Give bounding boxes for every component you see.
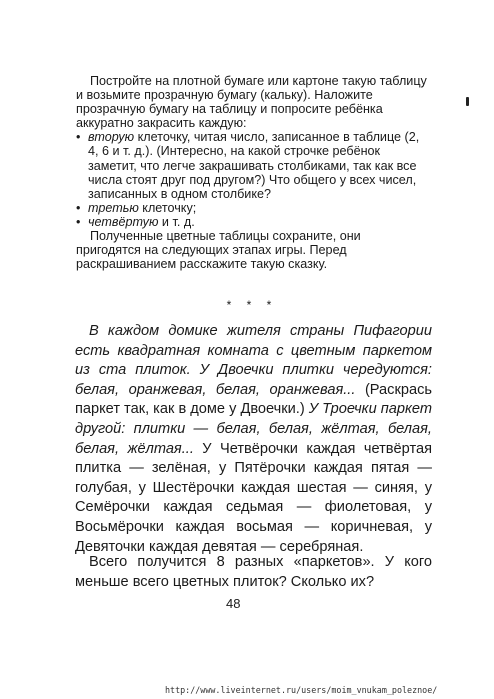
question-block — [75, 553, 432, 592]
story-italic-1: В каждом домике жителя страны Пифагории есть квадратная комната с цветным паркетом из ста плиток. У Двоечки плитки чередуются: белая, оранжевая, белая, оранжевая... — [75, 323, 432, 398]
section-separator: * * * — [226, 298, 278, 312]
bullet-1-emphasis: вторую — [88, 130, 135, 145]
bullet-2-text: клеточку; — [138, 200, 197, 215]
instruction-bullet-3 — [76, 215, 428, 229]
bullet-2-emphasis: третью — [88, 200, 139, 215]
instructions-block — [76, 74, 428, 271]
bullet-marker: • — [76, 200, 81, 215]
story-block — [75, 322, 432, 557]
page-number: 48 — [226, 596, 241, 611]
instructions-closing: Полученные цветные таблицы сохраните, они пригодятся на следующих этапах игры. Перед раскрашиванием расскажите такую сказку. — [76, 229, 361, 272]
question-text: Всего получится 8 разных «паркетов». У кого меньше всего цветных плиток? Сколько их? — [75, 554, 432, 590]
margin-mark — [466, 97, 469, 106]
bullet-marker: • — [76, 130, 81, 145]
bullet-marker: • — [76, 214, 81, 229]
instruction-bullet-1 — [76, 130, 428, 200]
instruction-bullet-2 — [76, 201, 428, 215]
bullet-1-text: клеточку, читая число, записанное в таблице (2, 4, 6 и т. д.). (Интересно, на какой строчке ребёнок заметит, что легче закрашивать столбиками, так как все числа стоят друг под другом?) Что общего у всех чисел, записанных в одном столбике? — [88, 130, 420, 201]
bullet-3-emphasis: четвёртую — [88, 214, 159, 229]
instructions-intro: Постройте на плотной бумаге или картоне такую таблицу и возьмите прозрачную бумагу (кальку). Наложите прозрачную бумагу на таблицу и попросите ребёнка аккуратно закрасить каждую: — [76, 74, 427, 131]
story-normal-1: (Раскрась паркет так, как в доме у Двоечки.) — [75, 381, 432, 418]
story-italic-2: У Троечки паркет другой: плитки — белая, белая, жёлтая, белая, белая, жёлтая... — [75, 401, 433, 457]
footer-url: http://www.liveinternet.ru/users/moim_vnukam_poleznoe/ — [165, 685, 438, 695]
bullet-3-text: и т. д. — [158, 214, 195, 229]
story-paragraph — [75, 322, 432, 557]
story-normal-2: У Четвёрочки каждая четвёртая плитка — зелёная, у Пятёрочки каждая пятая — голубая, у Шестёрочки каждая шестая — синяя, у Семёрочки каждая седьмая — фиолетовая, у Восьмёрочки каждая восьмая — коричневая, у Девяточки каждая девятая — серебряная. — [75, 440, 432, 555]
